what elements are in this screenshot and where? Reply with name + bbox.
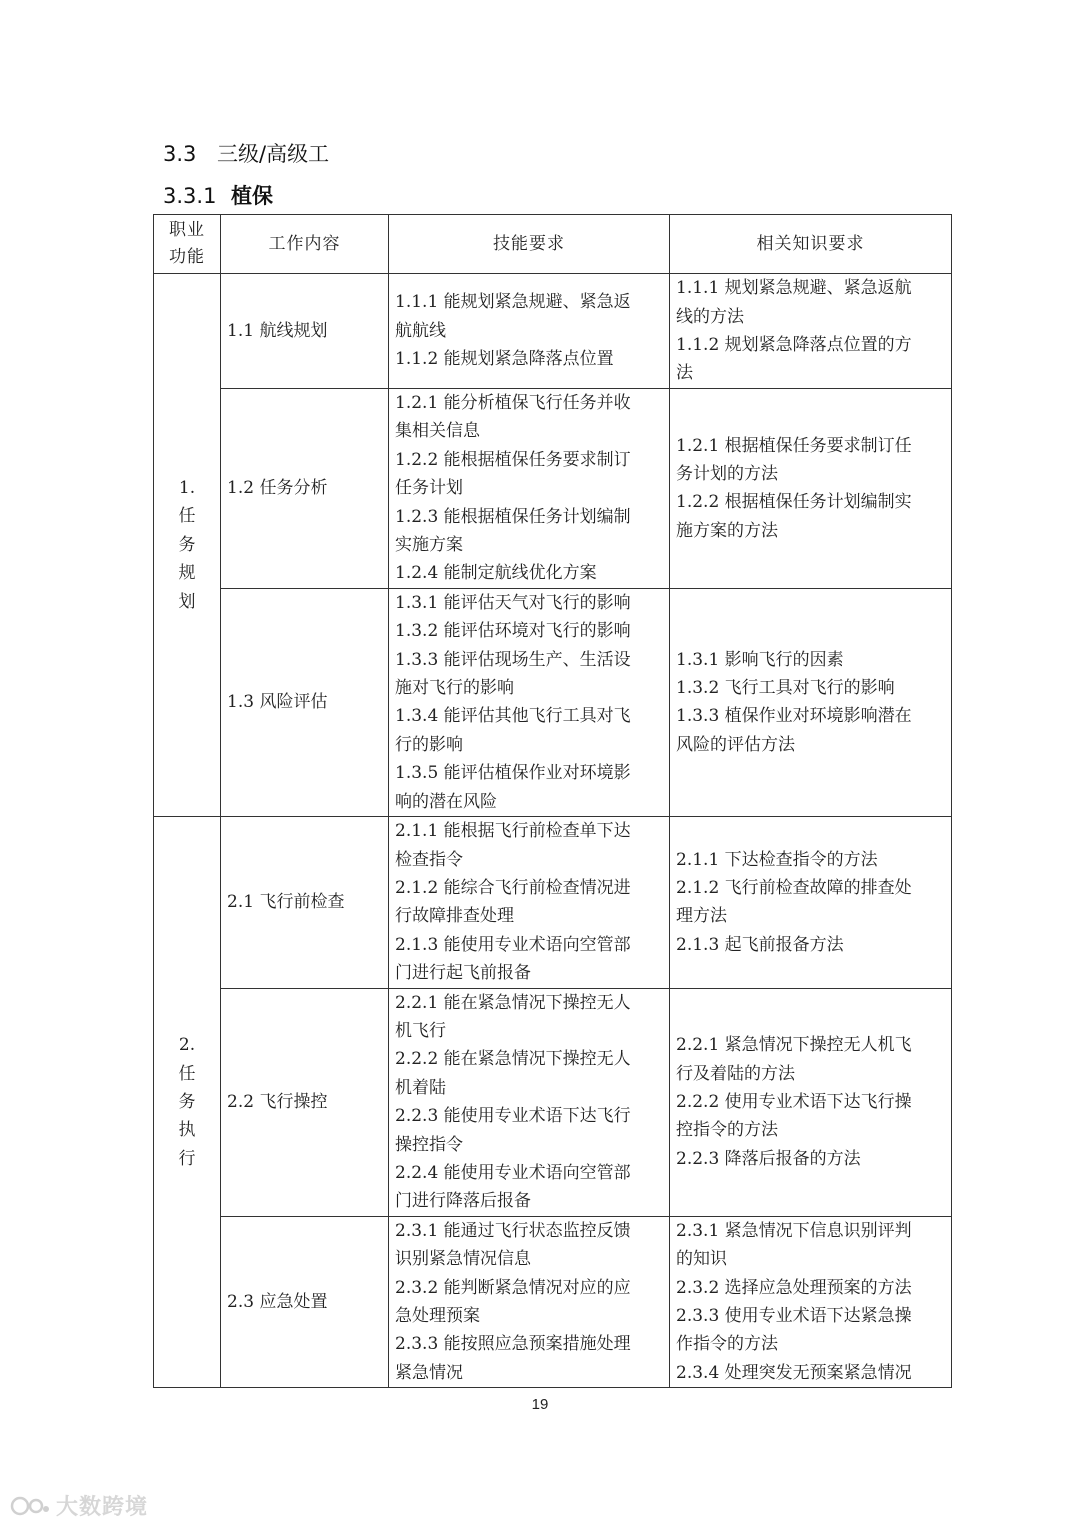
function-char: 任 (178, 506, 196, 527)
skill-cell (389, 817, 670, 988)
function-char: 务 (178, 1091, 196, 1112)
skill-line: 2.1.1 能根据飞行前检查单下达 (395, 821, 631, 842)
skill-line: 任务计划 (395, 478, 463, 499)
knowledge-line: 2.2.2 使用专业术语下达飞行操 (676, 1091, 912, 1112)
skill-cell (389, 389, 670, 589)
header-skill: 技能要求 (389, 215, 670, 274)
function-cell (154, 817, 221, 1388)
knowledge-line: 施方案的方法 (676, 520, 778, 541)
skill-line: 1.2.1 能分析植保飞行任务并收 (395, 393, 631, 413)
knowledge-cell (670, 817, 952, 988)
skill-line: 行故障排查处理 (395, 906, 514, 927)
watermark-logo-icon (10, 1495, 50, 1517)
skill-line: 1.3.1 能评估天气对飞行的影响 (395, 592, 631, 613)
skill-line: 1.1.2 能规划紧急降落点位置 (395, 349, 614, 370)
knowledge-cell (670, 389, 952, 589)
skill-line: 施对飞行的影响 (395, 678, 514, 699)
skill-line: 2.2.4 能使用专业术语向空管部 (395, 1162, 631, 1183)
skill-line: 2.2.2 能在紧急情况下操控无人 (395, 1049, 631, 1070)
skill-line: 2.3.3 能按照应急预案措施处理 (395, 1334, 631, 1355)
function-char: 务 (178, 534, 196, 555)
knowledge-line: 风险的评估方法 (676, 734, 795, 755)
knowledge-line: 控指令的方法 (676, 1120, 778, 1141)
skill-line: 1.2.4 能制定航线优化方案 (395, 563, 597, 584)
skill-cell (389, 588, 670, 816)
page-number: 19 (531, 1396, 549, 1413)
table-row (154, 1216, 952, 1387)
knowledge-line: 作指令的方法 (676, 1334, 778, 1355)
header-work: 工作内容 (221, 215, 389, 274)
function-char: 规 (178, 563, 196, 584)
knowledge-line: 行及着陆的方法 (676, 1063, 795, 1084)
function-char: 行 (178, 1148, 196, 1169)
knowledge-line: 1.2.1 根据植保任务要求制订任 (676, 435, 912, 456)
knowledge-line: 务计划的方法 (676, 464, 778, 485)
skill-line: 行的影响 (395, 734, 463, 755)
work-content-cell: 2.2 飞行操控 (221, 988, 389, 1216)
knowledge-cell (670, 1216, 952, 1387)
skill-line: 急处理预案 (395, 1306, 480, 1326)
knowledge-line: 2.3.1 紧急情况下信息识别评判 (676, 1220, 912, 1241)
work-content-cell: 1.2 任务分析 (221, 389, 389, 589)
function-char: 任 (178, 1063, 196, 1084)
table-row (154, 274, 952, 389)
function-char: 划 (178, 591, 196, 612)
skill-line: 机飞行 (395, 1020, 446, 1041)
table-header-row (154, 215, 952, 274)
table-row (154, 588, 952, 816)
header-function-line: 职业 (169, 220, 205, 240)
knowledge-line: 2.1.2 飞行前检查故障的排查处 (676, 877, 912, 898)
skill-line: 实施方案 (395, 535, 463, 556)
work-content-cell: 1.1 航线规划 (221, 274, 389, 389)
skill-cell (389, 1216, 670, 1387)
skill-line: 航航线 (395, 320, 446, 341)
function-char: 1. (178, 478, 196, 499)
knowledge-line: 法 (676, 363, 693, 384)
skill-line: 2.2.3 能使用专业术语下达飞行 (395, 1106, 631, 1127)
skill-line: 1.2.2 能根据植保任务要求制订 (395, 449, 631, 470)
watermark (10, 1490, 148, 1521)
skill-line: 1.3.4 能评估其他飞行工具对飞 (395, 706, 631, 727)
table-row (154, 988, 952, 1216)
function-cell (154, 274, 221, 817)
work-content-cell: 2.1 飞行前检查 (221, 817, 389, 988)
function-label (160, 474, 214, 616)
knowledge-line: 2.1.1 下达检查指令的方法 (676, 849, 878, 870)
skill-line: 机着陆 (395, 1077, 446, 1098)
skill-line: 1.1.1 能规划紧急规避、紧急返 (395, 292, 631, 313)
knowledge-line: 1.1.1 规划紧急规避、紧急返航 (676, 278, 912, 299)
skill-line: 2.2.1 能在紧急情况下操控无人 (395, 992, 631, 1013)
skill-line: 2.1.2 能综合飞行前检查情况进 (395, 877, 631, 898)
knowledge-line: 理方法 (676, 906, 727, 927)
skill-line: 2.3.1 能通过飞行状态监控反馈 (395, 1220, 631, 1241)
knowledge-cell (670, 988, 952, 1216)
header-knowledge: 相关知识要求 (670, 215, 952, 274)
knowledge-line: 1.1.2 规划紧急降落点位置的方 (676, 335, 912, 355)
knowledge-line: 1.3.2 飞行工具对飞行的影响 (676, 678, 895, 699)
skill-cell (389, 988, 670, 1216)
skill-line: 门进行起飞前报备 (395, 963, 531, 984)
skill-line: 2.3.2 能判断紧急情况对应的应 (395, 1277, 631, 1298)
function-label (160, 1031, 214, 1173)
function-char: 执 (178, 1120, 196, 1141)
knowledge-cell (670, 274, 952, 389)
table-row (154, 817, 952, 988)
knowledge-line: 的知识 (676, 1249, 727, 1270)
requirements-table (153, 214, 952, 1388)
skill-line: 1.3.3 能评估现场生产、生活设 (395, 649, 631, 670)
section-heading (163, 138, 329, 168)
skill-line: 1.3.5 能评估植保作业对环境影 (395, 763, 631, 784)
skill-line: 2.1.3 能使用专业术语向空管部 (395, 934, 631, 955)
knowledge-line: 2.1.3 起飞前报备方法 (676, 934, 844, 955)
skill-line: 紧急情况 (395, 1362, 463, 1383)
section-title: 三级/高级工 (217, 142, 330, 166)
knowledge-line: 1.3.3 植保作业对环境影响潜在 (676, 706, 912, 727)
knowledge-line: 2.3.3 使用专业术语下达紧急操 (676, 1306, 912, 1326)
subsection-title: 植保 (231, 184, 273, 208)
skill-line: 响的潜在风险 (395, 791, 497, 812)
subsection-heading (163, 180, 273, 210)
knowledge-line: 2.3.2 选择应急处理预案的方法 (676, 1277, 912, 1298)
work-content-cell: 1.3 风险评估 (221, 588, 389, 816)
skill-line: 门进行降落后报备 (395, 1191, 531, 1212)
skill-line: 1.2.3 能根据植保任务计划编制 (395, 506, 631, 527)
skill-line: 1.3.2 能评估环境对飞行的影响 (395, 621, 631, 642)
skill-line: 检查指令 (395, 849, 463, 870)
knowledge-line: 1.3.1 影响飞行的因素 (676, 649, 844, 670)
skill-line: 操控指令 (395, 1134, 463, 1155)
knowledge-line: 2.3.4 处理突发无预案紧急情况 (676, 1362, 912, 1383)
knowledge-cell (670, 588, 952, 816)
knowledge-line: 2.2.3 降落后报备的方法 (676, 1148, 861, 1169)
header-function (154, 215, 221, 274)
function-char: 2. (178, 1035, 196, 1056)
header-function-line: 功能 (169, 247, 205, 267)
section-number: 3.3 (163, 142, 197, 166)
knowledge-line: 2.2.1 紧急情况下操控无人机飞 (676, 1035, 912, 1056)
subsection-number: 3.3.1 (163, 184, 217, 208)
table-row (154, 389, 952, 589)
skill-line: 集相关信息 (395, 421, 480, 442)
watermark-text: 大数跨境 (56, 1495, 149, 1520)
work-content-cell: 2.3 应急处置 (221, 1216, 389, 1387)
knowledge-line: 线的方法 (676, 306, 744, 327)
knowledge-line: 1.2.2 根据植保任务计划编制实 (676, 492, 912, 513)
skill-line: 识别紧急情况信息 (395, 1249, 531, 1270)
skill-cell (389, 274, 670, 389)
